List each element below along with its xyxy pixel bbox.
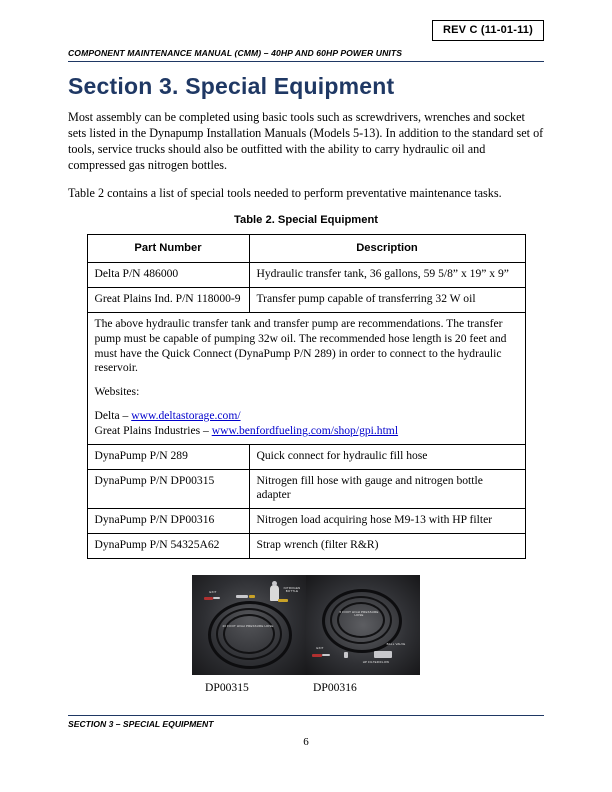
cell-part-number: DynaPump P/N 289 <box>87 444 249 469</box>
bottle-adapter <box>278 599 288 602</box>
column-header-part-number: Part Number <box>87 234 249 262</box>
table-row <box>87 263 525 288</box>
table-caption: Table 2. Special Equipment <box>233 213 379 226</box>
label-right-exit: EXIT <box>316 645 324 650</box>
cell-description: Hydraulic transfer tank, 36 gallons, 59 5/8” x 19” x 9” <box>249 263 525 288</box>
special-equipment-table <box>87 234 526 559</box>
table-row <box>87 469 525 509</box>
cell-part-number: DynaPump P/N 54325A62 <box>87 534 249 559</box>
label-left-exit: EXIT <box>209 589 217 594</box>
label-ball-valve: BALL VALVE <box>386 641 406 646</box>
cell-description: Nitrogen fill hose with gauge and nitrogen bottle adapter <box>249 469 525 509</box>
hose-end-fitting-red-left <box>204 597 213 600</box>
label-left-coil: 20 FOOT HIGH PRESSURE HOSE <box>222 623 274 628</box>
column-header-description: Description <box>249 234 525 262</box>
figure-captions <box>87 681 525 697</box>
cell-description: Transfer pump capable of transferring 32 W oil <box>249 288 525 313</box>
hose-crimp-left <box>213 597 220 600</box>
hose-crimp-right <box>322 654 330 657</box>
page-title: Section 3. Special Equipment <box>68 73 395 99</box>
table-note-row <box>87 312 525 444</box>
revision-box: REV C (11-01-11) <box>432 20 544 41</box>
body-content <box>68 110 544 697</box>
cell-description: Strap wrench (filter R&R) <box>249 534 525 559</box>
footer-section-label: SECTION 3 – SPECIAL EQUIPMENT <box>68 719 214 729</box>
manual-header-line: COMPONENT MAINTENANCE MANUAL (CMM) – 40HP AND 60HP POWER UNITS <box>68 48 544 62</box>
intro-paragraph-2: Table 2 contains a list of special tools needed to perform preventative maintenance tasks. <box>68 185 502 200</box>
figure-photo <box>87 575 525 697</box>
hose-end-fitting-red-right <box>312 654 322 657</box>
table-header-row <box>87 234 525 262</box>
bottle-valve <box>272 581 277 586</box>
hp-filter <box>374 651 392 658</box>
footer-divider <box>68 715 544 716</box>
hose-gauge-body <box>236 595 248 598</box>
figure-caption-right: DP00316 <box>313 680 357 694</box>
website-gpi-prefix: Great Plains Industries – <box>94 423 212 437</box>
figure-caption-left: DP00315 <box>205 680 249 694</box>
ball-valve <box>344 652 348 658</box>
table-row <box>87 444 525 469</box>
label-nitrogen-bottle: NITROGEN BOTTLE <box>283 585 301 594</box>
note-cell <box>87 312 525 444</box>
link-benfordfueling[interactable]: www.benfordfueling.com/shop/gpi.html <box>211 423 399 437</box>
label-hp-filter: HP FILTER/FLOW <box>362 659 390 664</box>
website-delta-prefix: Delta – <box>94 409 132 423</box>
table-row <box>87 288 525 313</box>
website-delta <box>95 409 518 424</box>
cell-part-number: DynaPump P/N DP00315 <box>87 469 249 509</box>
intro-paragraph-1: Most assembly can be completed using basic tools such as screwdrivers, wrenches and socket sets listed in the Dynapump Installation Manuals (Models 5-13). In addition to the standard set of tools, service trucks should also be outfitted with the ability to carry hydraulic oil and compressed gas nitrogen bottles. <box>68 110 544 172</box>
website-great-plains <box>95 424 518 439</box>
footer-page-number: 6 <box>303 736 309 748</box>
brass-connector-left <box>249 595 255 598</box>
hose-assembly-photograph <box>192 575 420 675</box>
table-row <box>87 534 525 559</box>
cell-part-number: Delta P/N 486000 <box>87 263 249 288</box>
cell-description: Nitrogen load acquiring hose M9-13 with HP filter <box>249 509 525 534</box>
cell-part-number: Great Plains Ind. P/N 118000-9 <box>87 288 249 313</box>
label-right-coil: 6 FOOT HIGH PRESSURE HOSE <box>339 609 379 618</box>
note-text: The above hydraulic transfer tank and transfer pump are recommendations. The transfer pump must be capable of pumping 32w oil. The recommended hose length is 20 feet and must have the Quick Connect (DynaPump P/N 289) in order to connect to the hydraulic reservoir. <box>94 316 507 375</box>
hose-coil-inner2-right <box>337 602 385 638</box>
link-deltastorage[interactable]: www.deltastorage.com/ <box>131 409 241 423</box>
hose-coil-inner2-left <box>223 614 275 654</box>
cell-part-number: DynaPump P/N DP00316 <box>87 509 249 534</box>
websites-label: Websites: <box>94 385 140 399</box>
table-row <box>87 509 525 534</box>
cell-description: Quick connect for hydraulic fill hose <box>249 444 525 469</box>
